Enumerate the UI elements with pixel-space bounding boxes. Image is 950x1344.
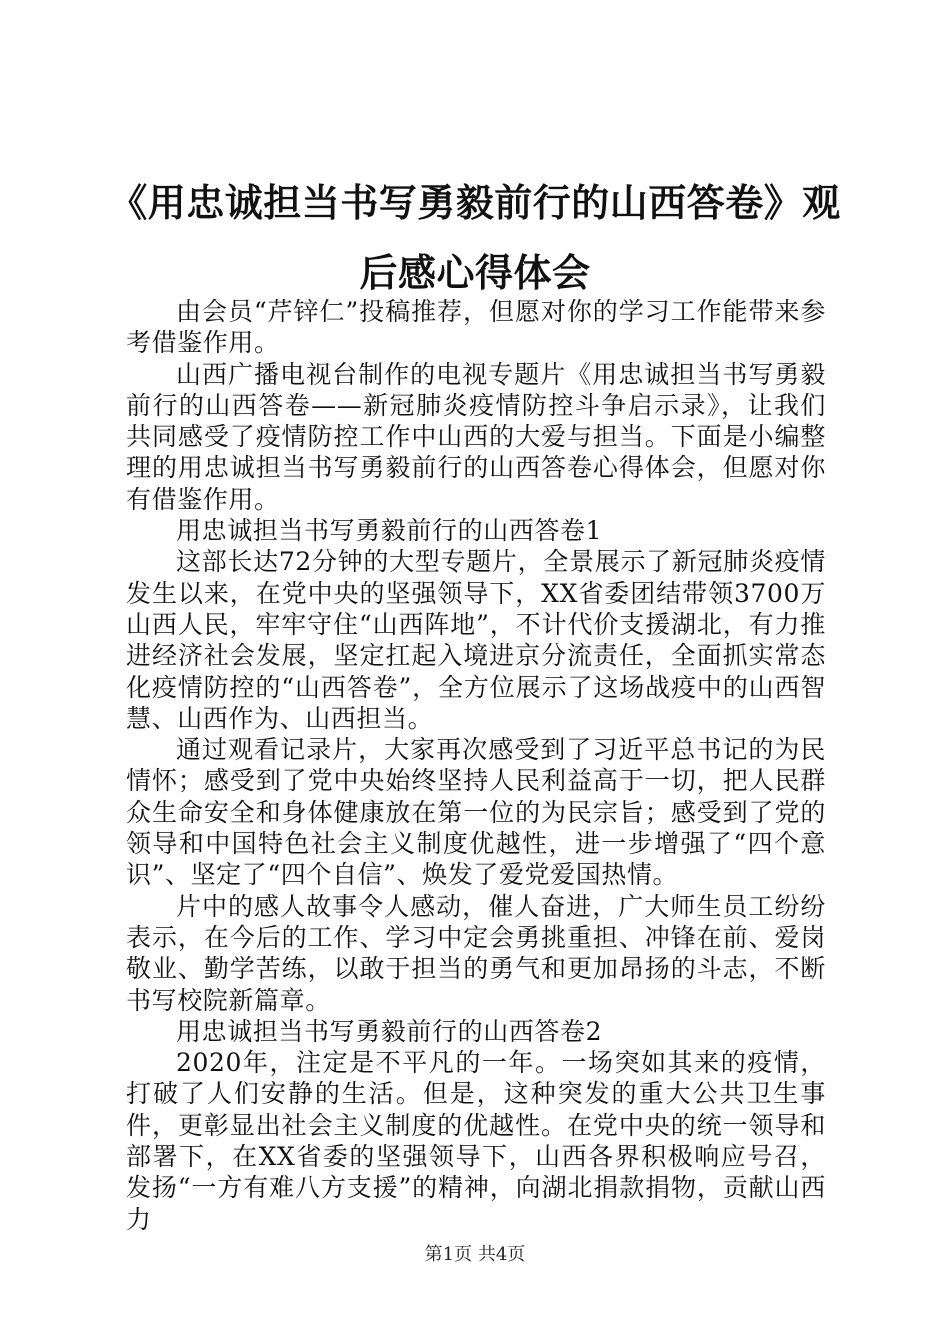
section-heading-2: 用忠诚担当书写勇毅前行的山西答卷2 — [176, 1016, 603, 1046]
page-footer: 第1页 共4页 — [424, 1244, 526, 1265]
paragraph-section1-b: 通过观看记录片，大家再次感受到了习近平总书记的为民情怀；感受到了党中央始终坚持人民利益高于一切，把人民群众生命安全和身体健康放在第一位的为民宗旨；感受到了党的领导和中国特色社会主义制度优越性，进一步增强了“四个意识”、坚定了“四个自信”、焕发了爱党爱国热情。 — [126, 735, 826, 890]
document-title: 《用忠诚担当书写勇毅前行的山西答卷》观后感心得体会 — [109, 181, 841, 295]
document-body — [126, 296, 826, 1235]
paragraph-section1-a: 这部长达72分钟的大型专题片，全景展示了新冠肺炎疫情发生以来，在党中央的坚强领导下，XX省委团结带领3700万山西人民，牢牢守住“山西阵地”，不计代价支援湖北，有力推进经济社会发展，坚定扛起入境进京分流责任，全面抓实常态化疫情防控的“山西答卷”，全方位展示了这场战疫中的山西智慧、山西作为、山西担当。 — [126, 547, 826, 733]
paragraph-intro: 由会员“芹锌仁”投稿推荐，但愿对你的学习工作能带来参考借鉴作用。 — [126, 297, 826, 358]
section-heading-1: 用忠诚担当书写勇毅前行的山西答卷1 — [176, 516, 603, 546]
paragraph-section2-a: 2020年，注定是不平凡的一年。一场突如其来的疫情，打破了人们安静的生活。但是，这种突发的重大公共卫生事件，更彰显出社会主义制度的优越性。在党中央的统一领导和部署下，在XX省委的坚强领导下，山西各界积极响应号召，发扬“一方有难八方支援”的精神，向湖北捐款捐物，贡献山西力 — [126, 1048, 826, 1234]
paragraph-summary: 山西广播电视台制作的电视专题片《用忠诚担当书写勇毅前行的山西答卷——新冠肺炎疫情防控斗争启示录》，让我们共同感受了疫情防控工作中山西的大爱与担当。下面是小编整理的用忠诚担当书写勇毅前行的山西答卷心得体会，但愿对你有借鉴作用。 — [126, 359, 826, 514]
paragraph-section1-c: 片中的感人故事令人感动，催人奋进，广大师生员工纷纷表示，在今后的工作、学习中定会勇挑重担、冲锋在前、爱岗敬业、勤学苦练，以敢于担当的勇气和更加昂扬的斗志，不断书写校院新篇章。 — [126, 891, 826, 1015]
